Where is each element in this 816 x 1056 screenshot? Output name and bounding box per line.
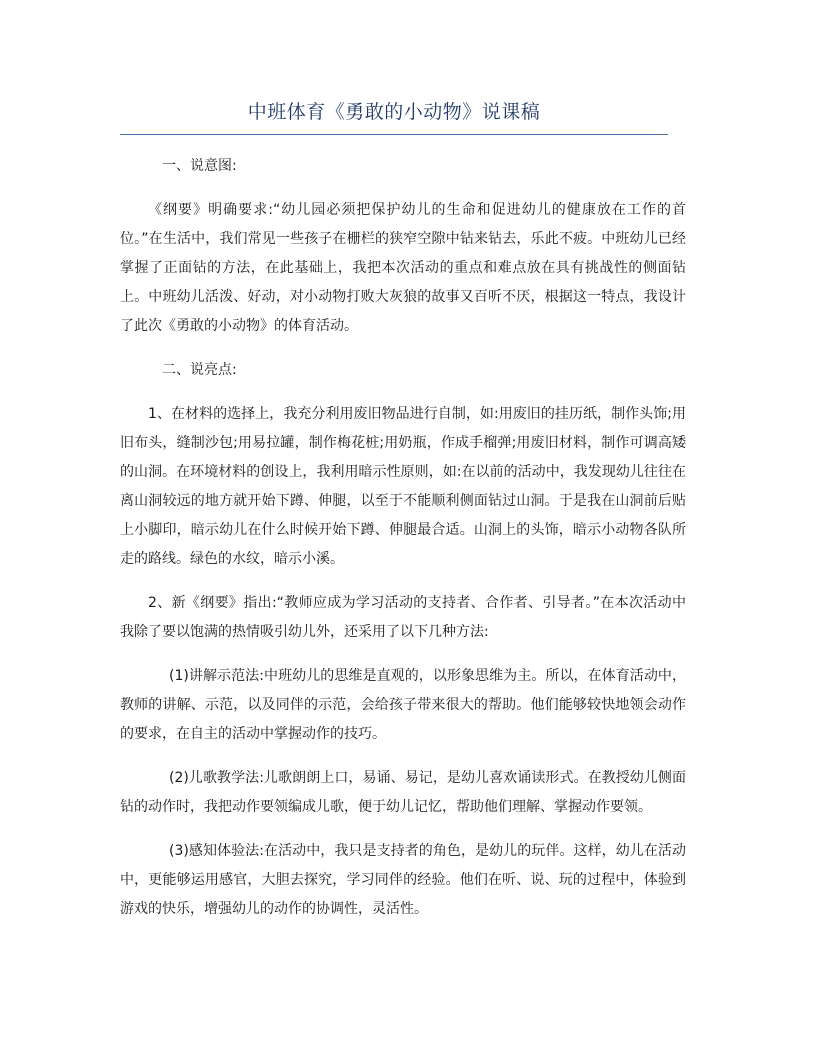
paragraph-method-nursery-rhyme: (2)儿歌教学法:儿歌朗朗上口，易诵、易记，是幼儿喜欢诵读形式。在教授幼儿侧面钻的动作时，我把动作要领编成儿歌，便于幼儿记忆，帮助他们理解、掌握动作要领。 [120, 770, 686, 815]
paragraph-materials: 1、在材料的选择上，我充分利用废旧物品进行自制，如:用废旧的挂历纸，制作头饰;用旧布头，缝制沙包;用易拉罐，制作梅花桩;用奶瓶，作成手榴弹;用废旧材料，制作可调高矮的山洞。在环境材料的创设上，我利用暗示性原则，如:在以前的活动中，我发现幼儿往往在离山洞较远的地方就开始下蹲、伸腿，以至于不能顺利侧面钻过山洞。于是我在山洞前后贴上小脚印，暗示幼儿在什么时候开始下蹲、伸腿最合适。山洞上的头饰，暗示小动物各队所走的路线。绿色的水纹，暗示小溪。 [120, 406, 686, 567]
paragraph-intent: 《纲要》明确要求:“幼儿园必须把保护幼儿的生命和促进幼儿的健康放在工作的首位。”在生活中，我们常见一些孩子在栅栏的狭窄空隙中钻来钻去，乐此不疲。中班幼儿已经掌握了正面钻的方法，在此基础上，我把本次活动的重点和难点放在具有挑战性的侧面钻上。中班幼儿活泼、好动，对小动物打败大灰狼的故事又百听不厌，根据这一特点，我设计了此次《勇敢的小动物》的体育活动。 [120, 202, 686, 334]
paragraph-method-demonstration: (1)讲解示范法:中班幼儿的思维是直观的，以形象思维为主。所以，在体育活动中，教师的讲解、示范，以及同伴的示范，会给孩子带来很大的帮助。他们能够较快地领会动作的要求，在自主的活动中掌握动作的技巧。 [120, 668, 686, 742]
title-underline [120, 134, 668, 135]
document-body [120, 152, 686, 939]
document-title: 中班体育《勇敢的小动物》说课稿 [247, 101, 541, 123]
section-heading-intent: 一、说意图: [162, 158, 237, 174]
paragraph-method-experience: (3)感知体验法:在活动中，我只是支持者的角色，是幼儿的玩伴。这样，幼儿在活动中，更能够运用感官，大胆去探究，学习同伴的经验。他们在听、说、玩的过程中，体验到游戏的快乐，增强幼儿的动作的协调性，灵活性。 [120, 843, 686, 917]
paragraph-methods-intro: 2、新《纲要》指出:“教师应成为学习活动的支持者、合作者、引导者。”在本次活动中我除了要以饱满的热情吸引幼儿外，还采用了以下几种方法: [120, 595, 686, 640]
section-heading-highlights: 二、说亮点: [162, 362, 237, 378]
